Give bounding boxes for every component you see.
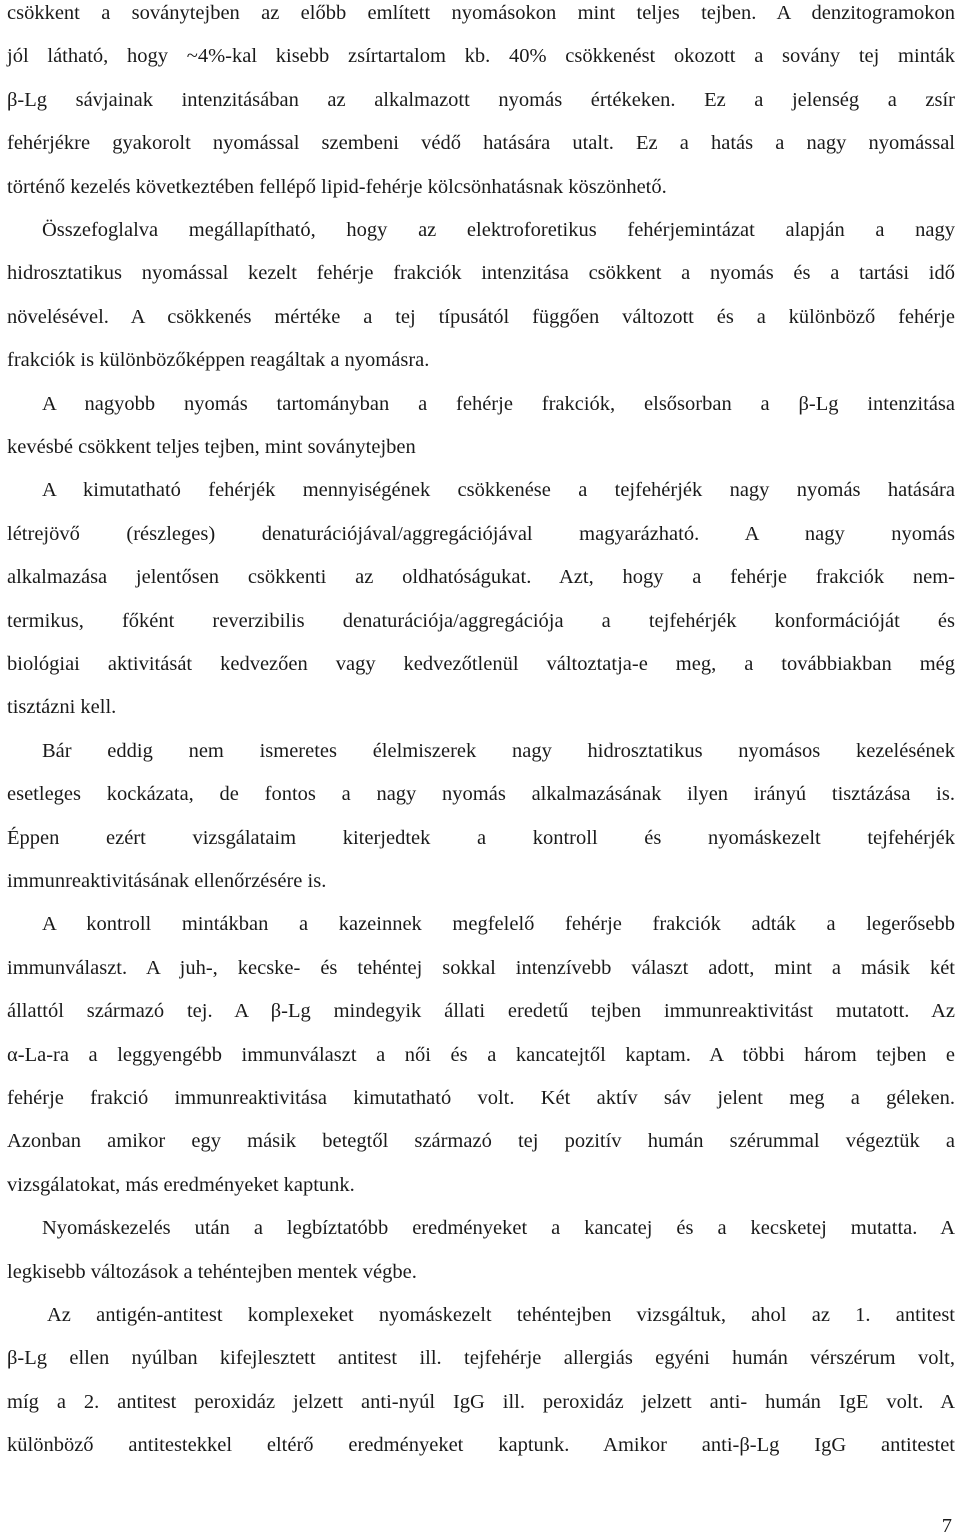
text-line: immunreaktivitásának ellenőrzésére is. (7, 870, 327, 892)
text-line: α-La-ra a leggyengébb immunválaszt a női és a kancatejtől kaptam. A többi három tejben e (7, 1044, 955, 1066)
text-line: hidrosztatikus nyomással kezelt fehérje frakciók intenzitása csökkent a nyomás és a tartási idő (7, 262, 955, 284)
text-line: fehérje frakció immunreaktivitása kimutatható volt. Két aktív sáv jelent meg a géleken. (7, 1087, 955, 1109)
text-line: immunválaszt. A juh-, kecske- és tehéntej sokkal intenzívebb választ adott, mint a másik két (7, 957, 955, 979)
text-line: jól látható, hogy ~4%-kal kisebb zsírtartalom kb. 40% csökkenést okozott a sovány tej minták (7, 45, 955, 67)
text-line: β-Lg sávjainak intenzitásában az alkalmazott nyomás értékeken. Ez a jelenség a zsír (7, 89, 955, 111)
text-line: A nagyobb nyomás tartományban a fehérje frakciók, elsősorban a β-Lg intenzitása (42, 393, 955, 415)
text-line: frakciók is különbözőképpen reagáltak a nyomásra. (7, 349, 430, 371)
text-line: míg a 2. antitest peroxidáz jelzett anti-nyúl IgG ill. peroxidáz jelzett anti- humán IgE volt. A (7, 1391, 955, 1413)
text-line: különböző antitestekkel eltérő eredményeket kaptunk. Amikor anti-β-Lg IgG antitestet (7, 1434, 955, 1456)
text-line: fehérjékre gyakorolt nyomással szembeni védő hatására utalt. Ez a hatás a nagy nyomással (7, 132, 955, 154)
text-line: Nyomáskezelés után a legbíztatóbb eredményeket a kancatej és a kecsketej mutatta. A (42, 1217, 955, 1239)
text-line: növelésével. A csökkenés mértéke a tej típusától függően változott és a különböző fehérje (7, 306, 955, 328)
text-line: Éppen ezért vizsgálataim kiterjedtek a kontroll és nyomáskezelt tejfehérjék (7, 827, 955, 849)
text-line: Összefoglalva megállapítható, hogy az elektroforetikus fehérjemintázat alapján a nagy (42, 219, 955, 241)
text-line: alkalmazása jelentősen csökkenti az oldhatóságukat. Azt, hogy a fehérje frakciók nem- (7, 566, 955, 588)
page-number: 7 (941, 1515, 952, 1537)
text-line: vizsgálatokat, más eredményeket kaptunk. (7, 1174, 355, 1196)
text-line: termikus, főként reverzibilis denaturációja/aggregációja a tejfehérjék konformációját és (7, 610, 955, 632)
text-line: létrejövő (részleges) denaturációjával/aggregációjával magyarázható. A nagy nyomás (7, 523, 955, 545)
text-line: kevésbé csökkent teljes tejben, mint soványtejben (7, 436, 416, 458)
text-line: β-Lg ellen nyúlban kifejlesztett antitest ill. tejfehérje allergiás egyéni humán vérszérum volt, (7, 1347, 955, 1369)
text-line: tisztázni kell. (7, 696, 117, 718)
text-line: biológiai aktivitását kedvezően vagy kedvezőtlenül változtatja-e meg, a továbbiakban még (7, 653, 955, 675)
text-line: esetleges kockázata, de fontos a nagy nyomás alkalmazásának ilyen irányú tisztázása is. (7, 783, 955, 805)
text-line: Bár eddig nem ismeretes élelmiszerek nagy hidrosztatikus nyomásos kezelésének (42, 740, 955, 762)
text-line: állattól származó tej. A β-Lg mindegyik állati eredetű tejben immunreaktivitást mutatott. Az (7, 1000, 955, 1022)
text-line: legkisebb változások a tehéntejben mentek végbe. (7, 1261, 417, 1283)
text-line: A kimutatható fehérjék mennyiségének csökkenése a tejfehérjék nagy nyomás hatására (42, 479, 955, 501)
text-line: történő kezelés következtében fellépő lipid-fehérje kölcsönhatásnak köszönhető. (7, 176, 667, 198)
text-line: A kontroll mintákban a kazeinnek megfelelő fehérje frakciók adták a legerősebb (42, 913, 955, 935)
text-line: Azonban amikor egy másik betegtől származó tej pozitív humán szérummal végeztük a (7, 1130, 955, 1152)
text-line: csökkent a soványtejben az előbb említett nyomásokon mint teljes tejben. A denzitogramokon (7, 2, 955, 24)
text-line: Az antigén-antitest komplexeket nyomáskezelt tehéntejben vizsgáltuk, ahol az 1. antitest (47, 1304, 955, 1326)
